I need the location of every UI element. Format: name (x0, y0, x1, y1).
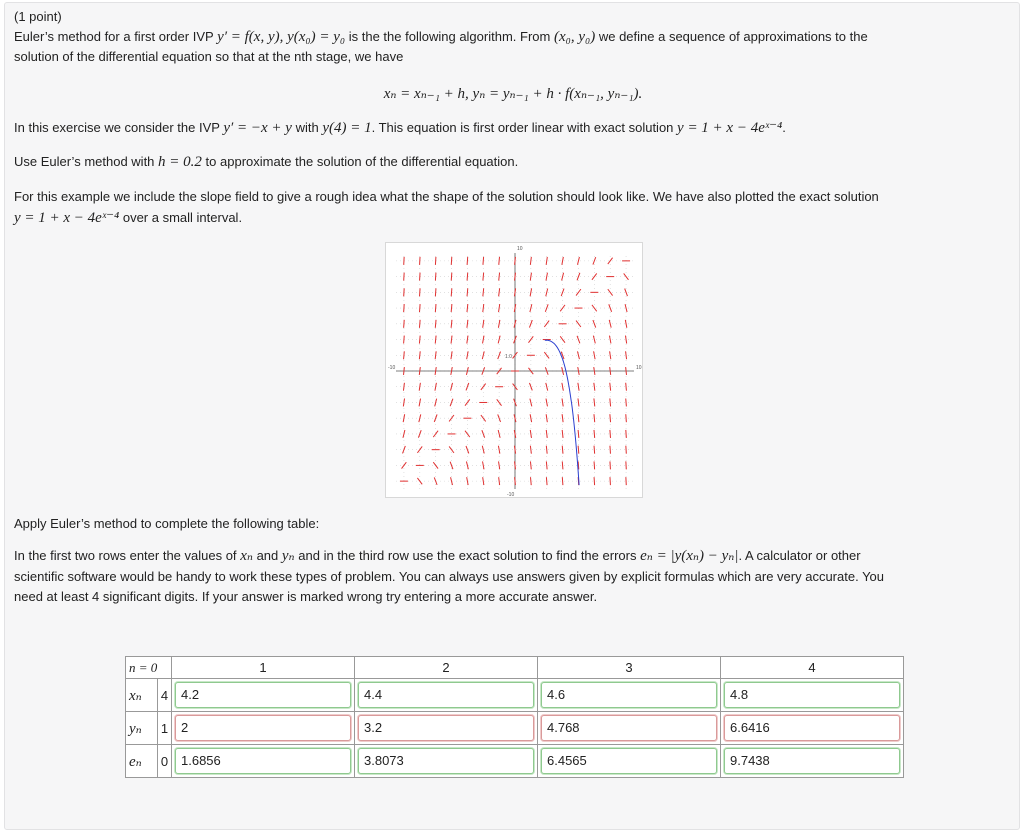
intro-line-1: Euler’s method for a first order IVP y′ = f(x, y), y(x₀) = y₀ is the the following algorithm. From (x₀, y₀) we define a sequence of approximations to the (14, 29, 868, 45)
slope-segment (593, 320, 596, 327)
slope-segment (451, 257, 452, 265)
row-label-en: eₙ (126, 745, 158, 778)
slope-segment (483, 273, 484, 281)
answer-e4[interactable]: 9.7438 (724, 748, 900, 774)
slope-segment (451, 320, 452, 328)
slope-segment (609, 304, 612, 311)
exact-solution: y = 1 + x − 4eˣ⁻⁴ (677, 120, 783, 136)
slope-segment (530, 257, 531, 265)
slope-segment (546, 257, 547, 265)
slope-segment (610, 383, 611, 391)
apply-line: Apply Euler’s method to complete the following table: (14, 516, 320, 531)
slope-segment (530, 288, 531, 296)
slope-segment (467, 320, 468, 328)
slope-segment (435, 304, 436, 312)
slope-segment (626, 351, 627, 359)
slope-segment (625, 336, 626, 344)
table-row-xn (126, 679, 904, 712)
slope-segment (499, 273, 500, 281)
slope-segment (625, 320, 626, 328)
slope-segment (546, 430, 547, 438)
slope-segment (435, 273, 436, 281)
slope-segment (467, 304, 468, 312)
slope-segment (433, 462, 438, 468)
table-row-yn (126, 712, 904, 745)
slope-segment (610, 414, 611, 422)
slope-segment (514, 446, 515, 454)
slope-segment (419, 320, 420, 328)
slope-segment (499, 461, 500, 469)
answer-e3[interactable]: 6.4565 (541, 748, 717, 774)
slope-segment (451, 288, 452, 296)
slope-segment (577, 257, 579, 265)
slope-segment (403, 383, 404, 391)
x-min-label: -10 (388, 365, 396, 371)
slope-segment (562, 399, 563, 407)
exercise-line: In this exercise we consider the IVP y′ = −x + y with y(4) = 1. This equation is first order linear with exact solution y = 1 + x − 4eˣ⁻⁴. (14, 120, 786, 136)
ivp-formula: y′ = f(x, y), y(x₀) = y₀ (217, 29, 346, 45)
slope-segment (435, 288, 436, 296)
row-label-yn: yₙ (126, 712, 158, 745)
slope-segment (530, 399, 532, 407)
row-label-xn: xₙ (126, 679, 158, 712)
slope-segment (498, 320, 499, 328)
slope-segment (530, 446, 531, 454)
slope-segment (562, 477, 563, 485)
slope-segment (417, 478, 422, 484)
step-size: h = 0.2 (158, 154, 202, 170)
slope-segment (578, 383, 579, 391)
slope-segment (530, 273, 531, 281)
slope-segment (467, 477, 468, 485)
slope-segment (562, 273, 564, 281)
answer-e2[interactable]: 3.8073 (358, 748, 534, 774)
answer-y3[interactable]: 4.768 (541, 715, 717, 741)
points-label: (1 point) (14, 9, 62, 24)
slope-segment (626, 430, 627, 438)
slope-segment (530, 430, 531, 438)
slope-segment (577, 273, 580, 280)
instructions-line-3: need at least 4 significant digits. If your answer is marked wrong try entering a more accurate answer. (14, 589, 598, 604)
slope-segment (403, 399, 404, 407)
table-row-en (126, 745, 904, 778)
slope-segment (483, 477, 484, 485)
slope-segment (499, 304, 500, 312)
slope-segment (467, 257, 468, 265)
slope-segment (451, 304, 452, 312)
slope-segment (514, 288, 515, 296)
answer-x4[interactable]: 4.8 (724, 682, 900, 708)
initial-x: 4 (158, 679, 172, 712)
slope-segment (610, 446, 611, 454)
slope-segment (609, 320, 611, 328)
slope-segment (546, 399, 547, 407)
slope-segment (562, 414, 563, 422)
slope-segment (499, 288, 500, 296)
slope-segment (451, 273, 452, 281)
answer-e1[interactable]: 1.6856 (175, 748, 351, 774)
slope-segment (562, 461, 563, 469)
slope-segment (499, 257, 500, 265)
use-line: Use Euler’s method with h = 0.2 to approximate the solution of the differential equation. (14, 154, 519, 170)
col-header-3: 3 (538, 657, 721, 679)
slope-segment (419, 383, 420, 391)
slope-segment (610, 351, 611, 359)
slope-segment (625, 289, 628, 296)
problem-panel (4, 2, 1020, 830)
slope-segment (594, 383, 595, 391)
slope-segment (594, 461, 595, 469)
slope-line-2: y = 1 + x − 4eˣ⁻⁴ over a small interval. (14, 210, 243, 226)
slope-segment (594, 430, 595, 438)
slope-segment (435, 367, 436, 375)
slope-segment (467, 288, 468, 296)
slope-segment (610, 398, 611, 406)
slope-segment (610, 430, 611, 438)
slope-segment (626, 398, 627, 406)
slope-segment (483, 304, 484, 312)
tick-label: 1.0 (505, 354, 512, 361)
slope-segment (435, 320, 436, 328)
slope-segment (594, 446, 595, 454)
slope-segment (562, 257, 563, 265)
x-max-label: 10 (636, 365, 642, 371)
slope-segment (420, 304, 421, 312)
initial-condition: y(4) = 1 (322, 120, 372, 136)
slope-segment (467, 273, 468, 281)
slope-segment (546, 288, 548, 296)
slope-segment (529, 320, 532, 327)
initial-point: (x₀, y₀) (553, 29, 596, 45)
slope-segment (483, 320, 484, 328)
initial-y: 1 (158, 712, 172, 745)
slope-segment (451, 336, 452, 344)
slope-segment (561, 289, 564, 296)
answer-x3[interactable]: 4.6 (541, 682, 717, 708)
col-header-4: 4 (721, 657, 904, 679)
slope-segment (483, 288, 484, 296)
slope-segment (404, 336, 405, 344)
slope-segment (562, 383, 563, 391)
y-min-label: -10 (507, 492, 515, 498)
slope-segment (499, 477, 500, 485)
slope-segment (404, 304, 405, 312)
answer-y2[interactable]: 3.2 (358, 715, 534, 741)
slope-segment (449, 446, 454, 452)
slope-segment (545, 304, 548, 311)
slope-segment (625, 304, 627, 312)
answer-y1[interactable]: 2 (175, 715, 351, 741)
n-header: n = 0 (126, 657, 172, 679)
slope-segment (483, 257, 484, 265)
answer-y4[interactable]: 6.6416 (724, 715, 900, 741)
slope-segment (530, 477, 531, 485)
slope-segment (435, 351, 436, 359)
slope-segment (593, 257, 596, 264)
instructions-line-1: In the first two rows enter the values of xₙ and yₙ and in the third row use the exact solution to find the errors eₙ = |y(xₙ) − yₙ|. A calculator or other (14, 548, 861, 564)
exact-solution-2: y = 1 + x − 4eˣ⁻⁴ (14, 210, 120, 226)
instructions-line-2: scientific software would be handy to work these types of problem. You can always use answers given by explicit formulas which are very accurate. You (14, 569, 885, 584)
initial-e: 0 (158, 745, 172, 778)
euler-table (125, 656, 904, 778)
y-max-label: 10 (517, 246, 523, 252)
slope-segment (417, 446, 422, 452)
slope-segment (610, 367, 611, 375)
slope-segment (546, 477, 547, 485)
slope-segment (578, 398, 579, 406)
slope-segment (420, 288, 421, 296)
slope-segment (546, 414, 547, 422)
error-formula: eₙ = |y(xₙ) − yₙ| (640, 548, 739, 564)
slope-segment (451, 351, 452, 359)
intro-line-2: solution of the differential equation so that at the nth stage, we have (14, 49, 404, 64)
slope-segment (594, 398, 595, 406)
slope-segment (594, 367, 595, 375)
slope-segment (467, 336, 468, 344)
answer-x1[interactable]: 4.2 (175, 682, 351, 708)
slope-line-1: For this example we include the slope field to give a rough idea what the shape of the solution should look like. We have also plotted the exact solution (14, 189, 879, 204)
slope-segment (626, 383, 627, 391)
slope-segment (419, 367, 420, 375)
algorithm-formula: xₙ = xₙ₋₁ + h, yₙ = yₙ₋₁ + h · f(xₙ₋₁, yₙ₋₁). (383, 86, 643, 102)
slope-segment (402, 462, 407, 468)
slope-segment (626, 414, 627, 422)
col-header-1: 1 (172, 657, 355, 679)
answer-x2[interactable]: 4.4 (358, 682, 534, 708)
slope-segment (546, 273, 547, 281)
table-header-row (126, 657, 904, 679)
slope-segment (530, 304, 532, 312)
slope-segment (578, 446, 579, 454)
slope-segment (404, 320, 405, 328)
slope-field-graph (385, 242, 643, 498)
slope-field-svg (386, 243, 644, 499)
ode-formula: y′ = −x + y (223, 120, 292, 136)
col-header-2: 2 (355, 657, 538, 679)
